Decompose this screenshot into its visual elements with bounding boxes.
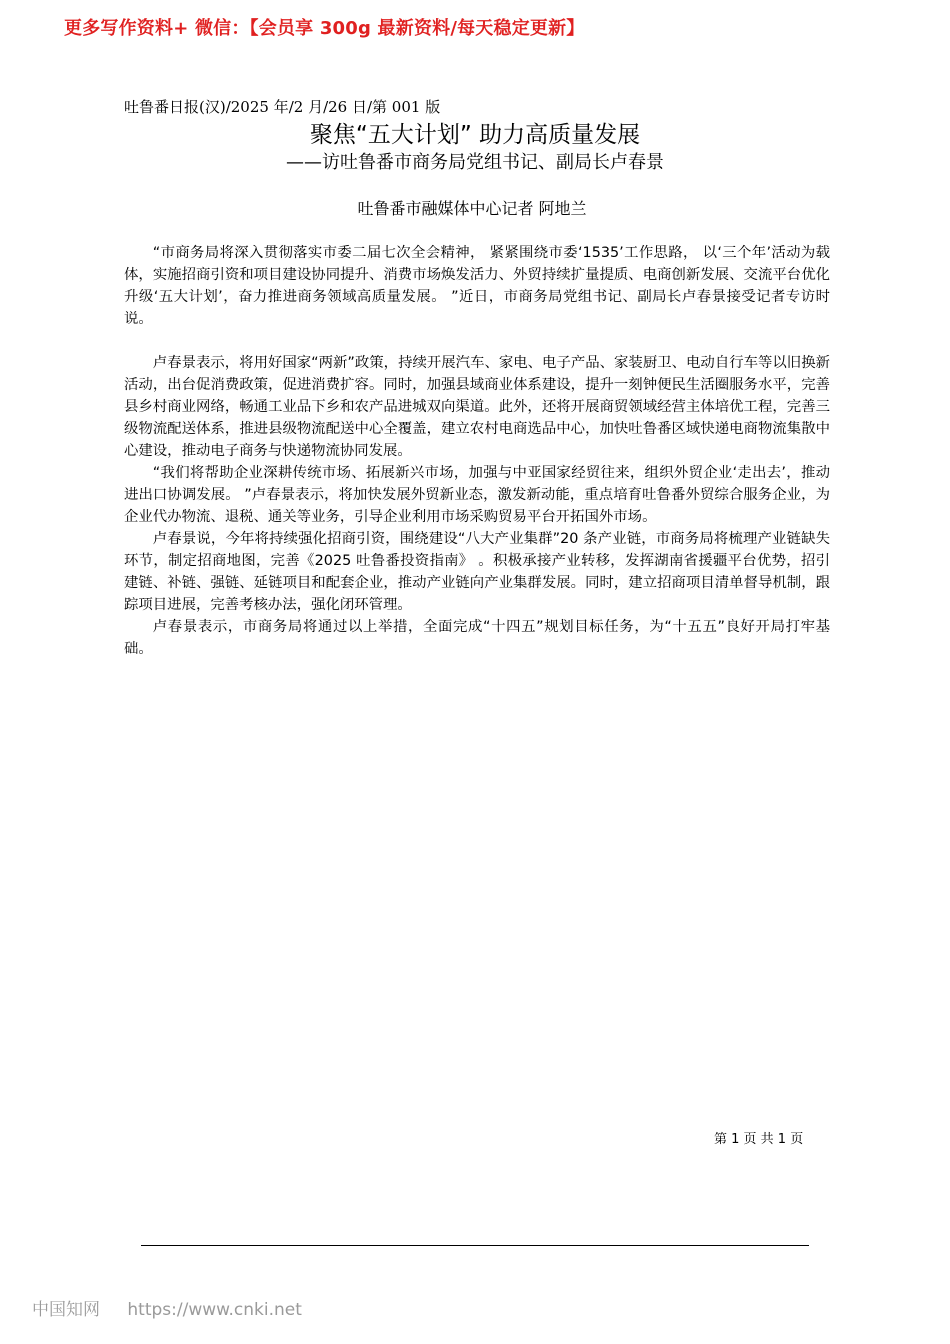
article-paragraph: “我们将帮助企业深耕传统市场、拓展新兴市场，加强与中亚国家经贸往来，组织外贸企业‘走出去’，推动进出口协调发展。 ”卢春景表示，将加快发展外贸新业态，激发新动能，重点培育吐鲁番外贸综合服务企业，为企业代办物流、退税、通关等业务，引导企业利用市场采购贸易平台开拓国外市场。 [124, 465, 830, 525]
footer-site-name: 中国知网 [32, 1300, 100, 1320]
promo-banner: 更多写作资料+ 微信：【会员享 300g 最新资料/每天稳定更新】 [64, 18, 585, 39]
article-paragraph: 卢春景说，今年将持续强化招商引资，围绕建设“八大产业集群”20 条产业链，市商务局将梳理产业链缺失环节，制定招商地图，完善《2025 吐鲁番投资指南》 。积极承接产业转移，发挥湖南省援疆平台优势，招引建链、补链、强链、延链项目和配套企业，推动产业链向产业集群发展。同时，建立招商项目清单督导机制，跟踪项目进展，完善考核办法，强化闭环管理。 [124, 531, 830, 613]
article-paragraph: 卢春景表示，市商务局将通过以上举措，全面完成“十四五”规划目标任务，为“十五五”良好开局打牢基础。 [124, 619, 830, 657]
article-title: 聚焦“五大计划” 助力高质量发展 [309, 122, 641, 148]
footer-divider [141, 1245, 809, 1246]
article-subtitle: ——访吐鲁番市商务局党组书记、副局长卢春景 [286, 152, 664, 173]
footer [32, 1295, 302, 1320]
article-source: 吐鲁番日报(汉)/2025 年/2 月/26 日/第 001 版 [124, 98, 441, 116]
article-body [124, 242, 830, 660]
footer-site-url[interactable]: https://www.cnki.net [127, 1300, 302, 1320]
article-paragraph: 卢春景表示，将用好国家“两新”政策，持续开展汽车、家电、电子产品、家装厨卫、电动自行车等以旧换新活动，出台促消费政策，促进消费扩容。同时，加强县域商业体系建设，提升一刻钟便民生活圈服务水平，完善县乡村商业网络，畅通工业品下乡和农产品进城双向渠道。此外，还将开展商贸领域经营主体培优工程，完善三级物流配送体系，推进县级物流配送中心全覆盖，建立农村电商选品中心，加快吐鲁番区域快递电商物流集散中心建设，推动电子商务与快递物流协同发展。 [124, 355, 830, 459]
page-indicator: 第 1 页 共 1 页 [714, 1132, 804, 1147]
article-paragraph: “市商务局将深入贯彻落实市委二届七次全会精神， 紧紧围绕市委‘1535’工作思路， 以‘三个年’活动为载体，实施招商引资和项目建设协同提升、消费市场焕发活力、外贸持续扩量提质、电商创新发展、交流平台优化升级‘五大计划’，奋力推进商务领域高质量发展。 ”近日，市商务局党组书记、副局长卢春景接受记者专访时说。 [124, 245, 830, 327]
article-byline: 吐鲁番市融媒体中心记者 阿地兰 [357, 199, 587, 218]
